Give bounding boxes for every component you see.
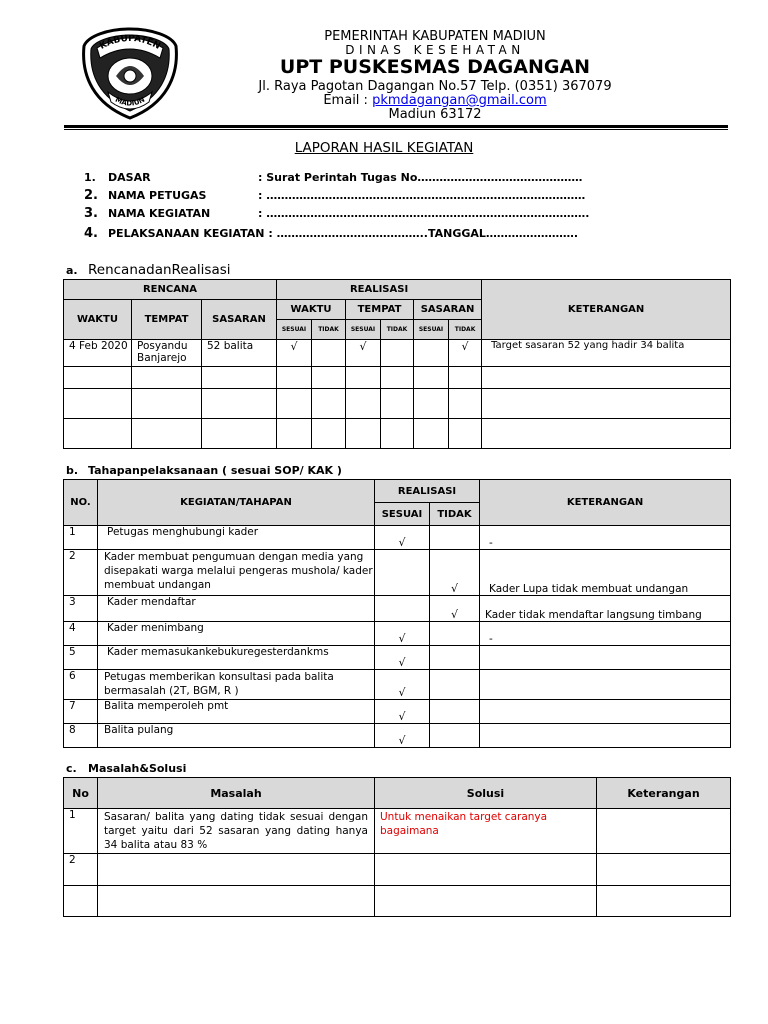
- header-solusi: Solusi: [375, 778, 597, 809]
- header-keterangan: KETERANGAN: [480, 480, 731, 526]
- organization-name: UPT PUSKESMAS DAGANGAN: [279, 56, 591, 78]
- header-realisasi-tempat: TEMPAT: [346, 300, 414, 320]
- table-row: 6 Petugas memberikan konsultasi pada balita bermasalah (2T, BGM, R ) √: [64, 670, 731, 700]
- email-label: Email :: [323, 93, 373, 108]
- table-row: 4 Kader menimbang √ -: [64, 622, 731, 646]
- table-row: [64, 367, 731, 389]
- header-kegiatan: KEGIATAN/TAHAPAN: [98, 480, 375, 526]
- check-mark: √: [277, 340, 312, 367]
- field-nama-kegiatan: 3. NAMA KEGIATAN : …………………………………………………………………………….: [84, 206, 590, 221]
- section-b-heading: b. Tahapanpelaksanaan ( sesuai SOP/ KAK ): [66, 464, 342, 477]
- table-row: 5 Kader memasukankebukuregesterdankms √: [64, 646, 731, 670]
- header-realisasi-sasaran: SASARAN: [414, 300, 482, 320]
- header-sesuai: SESUAI: [346, 320, 381, 340]
- email-link[interactable]: pkmdagangan@gmail.com: [372, 93, 547, 108]
- table-row: 2 Kader membuat pengumuan dengan media yang disepakati warga melalui pengeras mushola/ kader membuat undangan √ Kader Lupa tidak membuat undangan: [64, 550, 731, 596]
- header-realisasi-waktu: WAKTU: [277, 300, 346, 320]
- header-no: No: [64, 778, 98, 809]
- city-line: Madiun 63172: [388, 107, 482, 122]
- header-keterangan: KETERANGAN: [482, 280, 731, 340]
- header-realisasi: REALISASI: [375, 480, 480, 503]
- header-sesuai: SESUAI: [414, 320, 449, 340]
- field-nama-petugas: 2. NAMA PETUGAS : ……………………………………………………………………………: [84, 188, 586, 203]
- field-dasar: 1. DASAR : Surat Perintah Tugas No………………………………………: [84, 171, 583, 184]
- table-row: 1 Sasaran/ balita yang dating tidak sesuai dengan target yaitu dari 52 sasaran yang dating hanya 34 balita atau 83 % Untuk menaikan target caranya bagaimana: [64, 809, 731, 854]
- header-rencana: RENCANA: [64, 280, 277, 300]
- header-sasaran: SASARAN: [202, 300, 277, 340]
- report-title: LAPORAN HASIL KEGIATAN: [294, 140, 474, 156]
- table-row: 7 Balita memperoleh pmt √: [64, 700, 731, 724]
- table-row: [64, 389, 731, 419]
- table-row: [64, 419, 731, 449]
- header-tempat: TEMPAT: [132, 300, 202, 340]
- check-mark: √: [346, 340, 381, 367]
- header-realisasi: REALISASI: [277, 280, 482, 300]
- header-rule-thin: [64, 129, 728, 130]
- svg-text:KABUPATEN: KABUPATEN: [98, 33, 162, 52]
- header-tidak: TIDAK: [312, 320, 346, 340]
- kabupaten-madiun-logo: [80, 26, 180, 120]
- plan-realization-table: [63, 279, 731, 449]
- section-a-heading: a. RencanadanRealisasi: [66, 262, 231, 278]
- table-row: 3 Kader mendaftar √ Kader tidak mendaftar langsung timbang: [64, 596, 731, 622]
- header-tidak: TIDAK: [449, 320, 482, 340]
- header-keterangan: Keterangan: [597, 778, 731, 809]
- header-waktu: WAKTU: [64, 300, 132, 340]
- header-sesuai: SESUAI: [277, 320, 312, 340]
- svg-text:MADIUN: MADIUN: [113, 95, 147, 108]
- email-line: [200, 94, 670, 107]
- table-row: 8 Balita pulang √: [64, 724, 731, 748]
- government-name: PEMERINTAH KABUPATEN MADIUN: [324, 29, 546, 44]
- header-masalah: Masalah: [98, 778, 375, 809]
- field-pelaksanaan: 4. PELAKSANAAN KEGIATAN : …………………………………..TANGGAL…………………….: [84, 226, 579, 241]
- header-tidak: TIDAK: [381, 320, 414, 340]
- table-row: [64, 886, 731, 917]
- solution-text: Untuk menaikan target caranya bagaimana: [375, 809, 597, 854]
- header-tidak: TIDAK: [430, 503, 480, 526]
- check-mark: √: [449, 340, 482, 367]
- table-row: 2: [64, 854, 731, 886]
- department-name: DINAS KESEHATAN: [345, 43, 525, 57]
- table-row: 1 Petugas menghubungi kader √ -: [64, 526, 731, 550]
- address-line: Jl. Raya Pagotan Dagangan No.57 Telp. (0351) 367079: [258, 79, 612, 94]
- header-no: NO.: [64, 480, 98, 526]
- stages-table: [63, 479, 731, 748]
- table-row: 4 Feb 2020 Posyandu Banjarejo 52 balita √ √ √ Target sasaran 52 yang hadir 34 balita: [64, 340, 731, 367]
- problems-solutions-table: [63, 777, 731, 917]
- section-c-heading: c. Masalah&Solusi: [66, 762, 187, 775]
- header-rule-thick: [64, 125, 728, 128]
- header-sesuai: SESUAI: [375, 503, 430, 526]
